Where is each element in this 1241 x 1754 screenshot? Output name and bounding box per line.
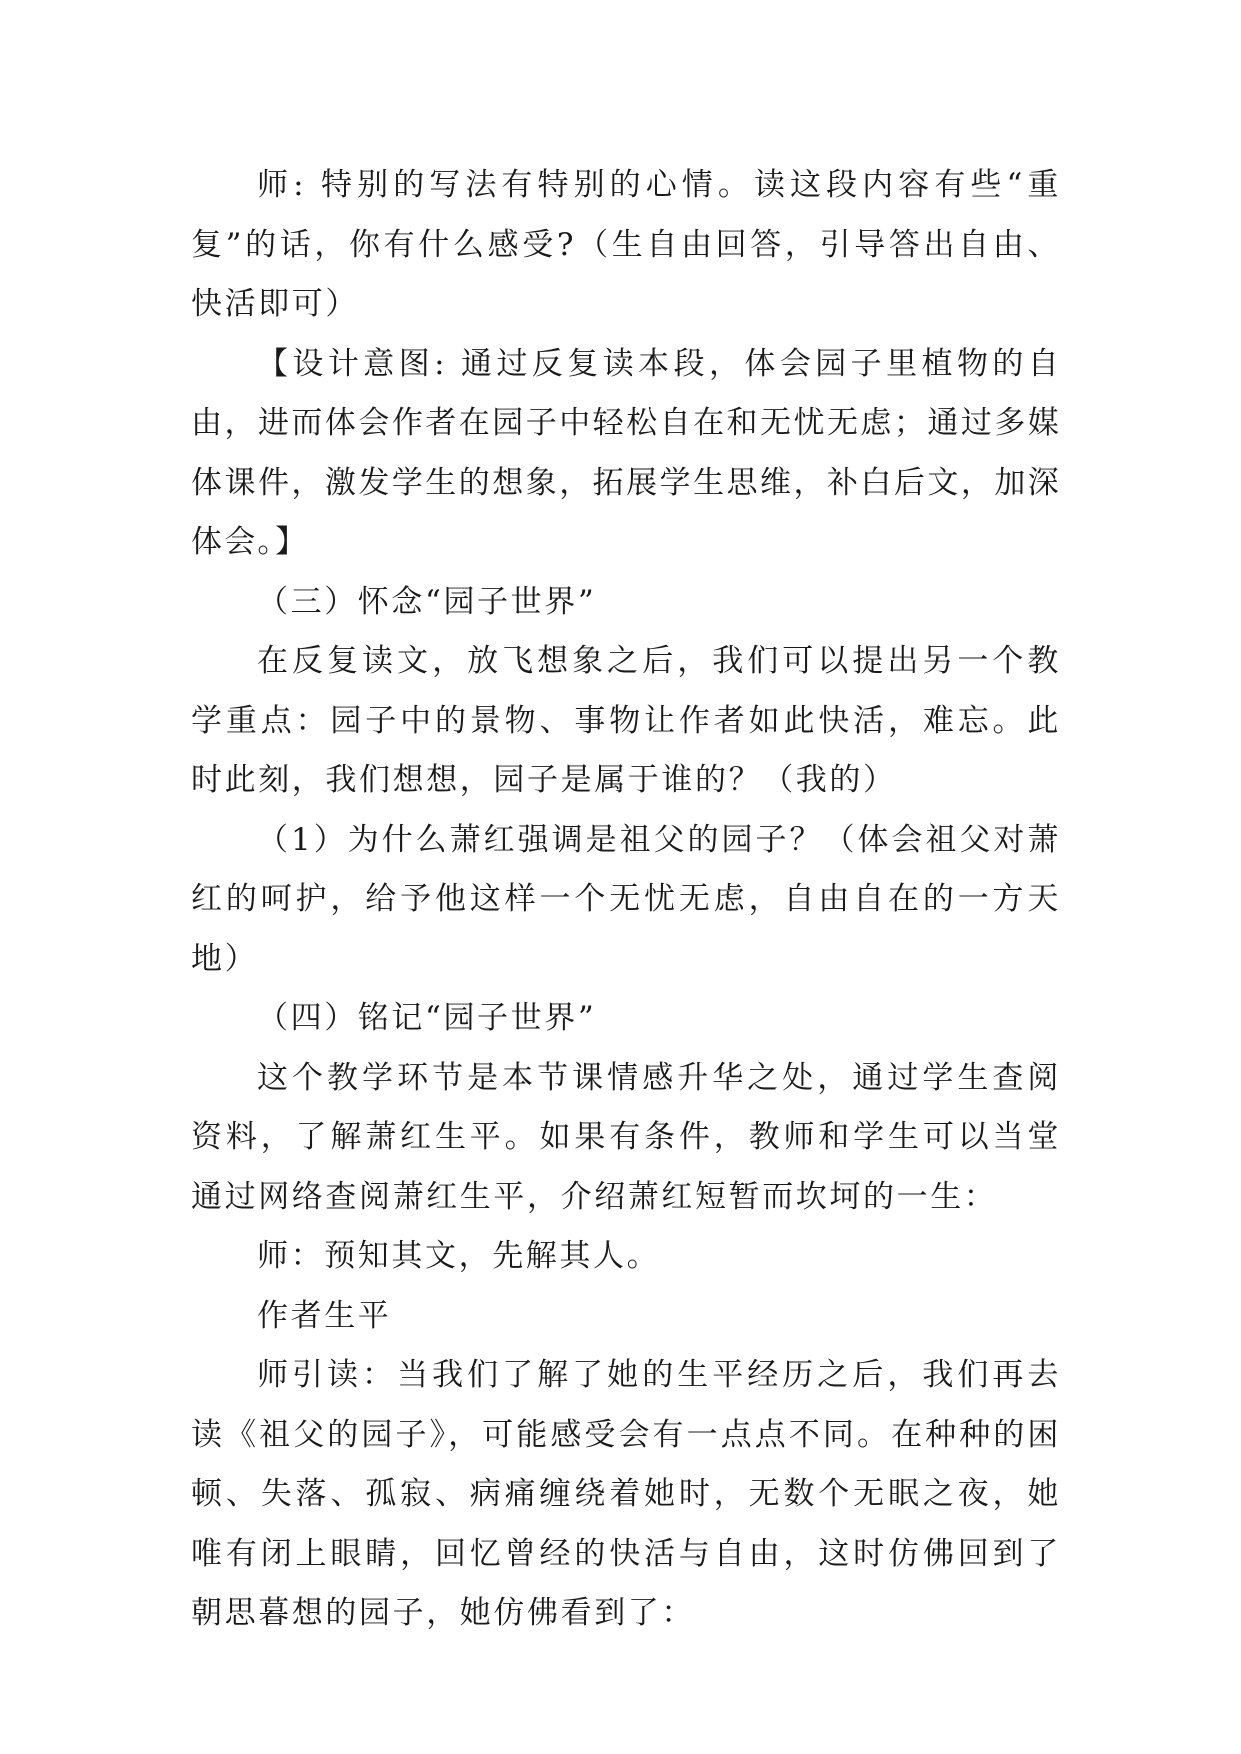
- paragraph-guided-reading: 师引读：当我们了解了她的生平经历之后，我们再去读《祖父的园子》，可能感受会有一点点不同。在种种的困顿、失落、孤寂、病痛缠绕着她时，无数个无眠之夜，她唯有闭上眼睛，回忆曾经的快活与自由，这时仿佛回到了朝思暮想的园子，她仿佛看到了：: [191, 1357, 1061, 1631]
- paragraph-design-intent: 【设计意图: 通过反复读本段，体会园子里植物的自由，进而体会作者在园子中轻松自在和无忧无虑；通过多媒体课件，激发学生的想象，拓展学生思维，补白后文，加深体会。】: [191, 345, 1061, 560]
- section-heading-3: （三）怀念“园子世界”: [257, 583, 597, 620]
- paragraph-question-1: （1）为什么萧红强调是祖父的园子？（体会祖父对萧红的呵护，给予他这样一个无忧无虑，自由自在的一方天地）: [191, 821, 1061, 977]
- paragraph-teacher-question: 师: 特别的写法有特别的心情。读这段内容有些“重复”的话，你有什么感受?（生自由回答，引导答出自由、快活即可）: [191, 167, 1061, 322]
- paragraph-teaching-focus: 在反复读文，放飞想象之后，我们可以提出另一个教学重点：园子中的景物、事物让作者如此快活，难忘。此时此刻，我们想想，园子是属于谁的？（我的）: [191, 643, 1061, 798]
- document-body: [191, 156, 1061, 1644]
- paragraph-author-bio-label: 作者生平: [257, 1297, 392, 1334]
- paragraph-teacher-intro: 师：预知其文，先解其人。: [257, 1238, 661, 1274]
- paragraph-emotional-climax: 这个教学环节是本节课情感升华之处，通过学生查阅资料，了解萧红生平。如果有条件，教师和学生可以当堂通过网络查阅萧红生平，介绍萧红短暂而坎坷的一生：: [191, 1059, 1061, 1215]
- section-heading-4: （四）铭记“园子世界”: [257, 1000, 597, 1036]
